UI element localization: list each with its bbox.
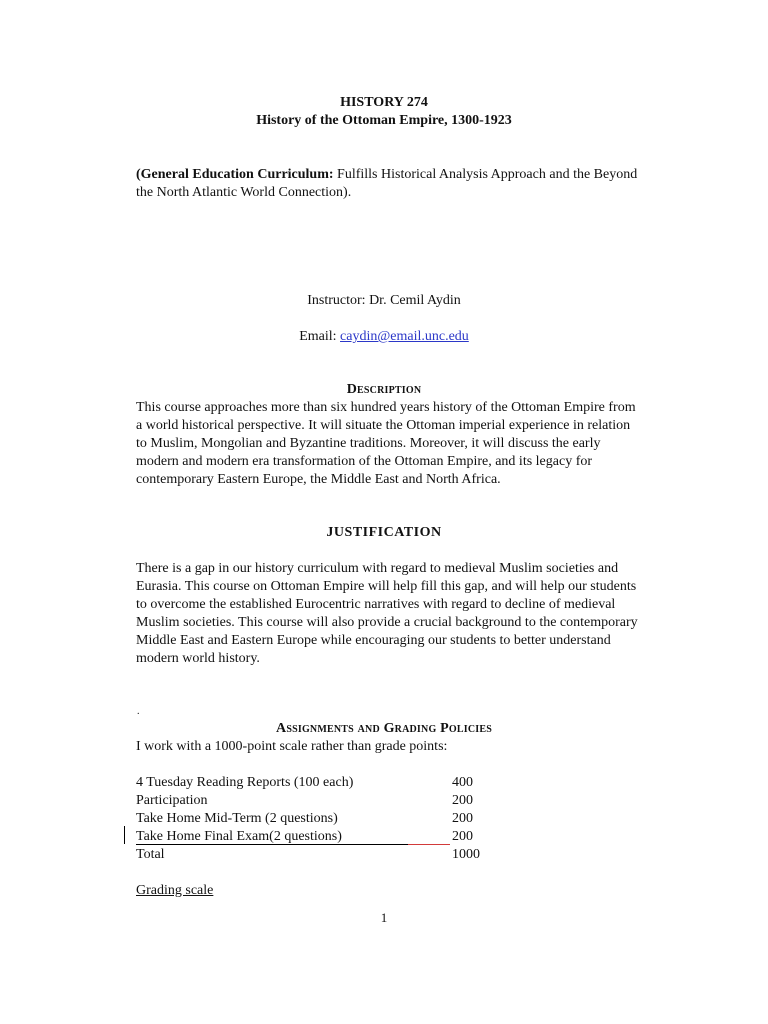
email-label: Email:	[299, 329, 337, 344]
email-line	[0, 328, 768, 346]
description-line: contemporary Eastern Europe, the Middle East and North Africa.	[136, 472, 501, 487]
gen-ed-bold-prefix: (General Education Curriculum:	[136, 167, 334, 182]
total-rule	[136, 844, 408, 845]
grade-row-label: Take Home Mid-Term (2 questions)	[136, 811, 338, 826]
tracked-change-rule	[408, 844, 450, 845]
grading-scale-label: Grading scale	[136, 883, 214, 898]
gen-ed-text-1: Fulfills Historical Analysis Approach and the Beyond	[333, 167, 638, 182]
email-link[interactable]: caydin@email.unc.edu	[340, 329, 469, 344]
description-line: to Muslim, Mongolian and Byzantine traditions. Moreover, it will discuss the early	[136, 436, 601, 451]
revision-bar	[124, 826, 125, 844]
justification-line: Muslim societies. This course will also provide a crucial background to the contemporary	[136, 615, 638, 630]
description-body	[136, 399, 681, 489]
grade-row	[136, 792, 536, 810]
gen-ed-line-2: the North Atlantic World Connection).	[136, 185, 352, 200]
instructor-line: Instructor: Dr. Cemil Aydin	[307, 293, 461, 308]
grade-row-total	[136, 846, 536, 864]
grade-row-points: 200	[452, 793, 473, 808]
description-line: modern and modern era transformation of the Ottoman Empire, and its legacy for	[136, 454, 593, 469]
grade-row-label: Participation	[136, 793, 208, 808]
grade-row-label: Take Home Final Exam(2 questions)	[136, 829, 342, 844]
course-code: HISTORY 274	[340, 95, 428, 110]
grade-row-label: Total	[136, 847, 165, 862]
page-number: 1	[380, 910, 388, 925]
justification-body	[136, 560, 681, 668]
grade-row	[136, 810, 536, 828]
justification-line: Middle East and Eastern Europe while encouraging our students to better understand	[136, 633, 611, 648]
grade-row-points: 400	[452, 775, 473, 790]
description-heading: Description	[346, 382, 422, 397]
justification-line: modern world history.	[136, 651, 260, 666]
stray-mark: .	[137, 706, 140, 717]
justification-heading: JUSTIFICATION	[326, 525, 442, 540]
description-line: a world historical perspective. It will situate the Ottoman imperial experience in relation	[136, 418, 631, 433]
assignments-intro: I work with a 1000-point scale rather than grade points:	[136, 739, 448, 754]
justification-line: Eurasia. This course on Ottoman Empire will help fill this gap, and will help our students	[136, 579, 637, 594]
justification-line: There is a gap in our history curriculum with regard to medieval Muslim societies and	[136, 561, 619, 576]
grade-row	[136, 774, 536, 792]
grade-row-points: 1000	[452, 847, 480, 862]
gen-ed-line-1	[136, 166, 681, 184]
assignments-heading: Assignments and Grading Policies	[276, 721, 492, 736]
grade-row-points: 200	[452, 811, 473, 826]
justification-line: to overcome the established Eurocentric narratives with regard to decline of medieval	[136, 597, 616, 612]
course-title: History of the Ottoman Empire, 1300-1923	[256, 113, 512, 128]
grade-row-points: 200	[452, 829, 473, 844]
gen-ed-paragraph	[136, 166, 681, 202]
grade-row-label: 4 Tuesday Reading Reports (100 each)	[136, 775, 354, 790]
description-line: This course approaches more than six hundred years history of the Ottoman Empire from	[136, 400, 636, 415]
